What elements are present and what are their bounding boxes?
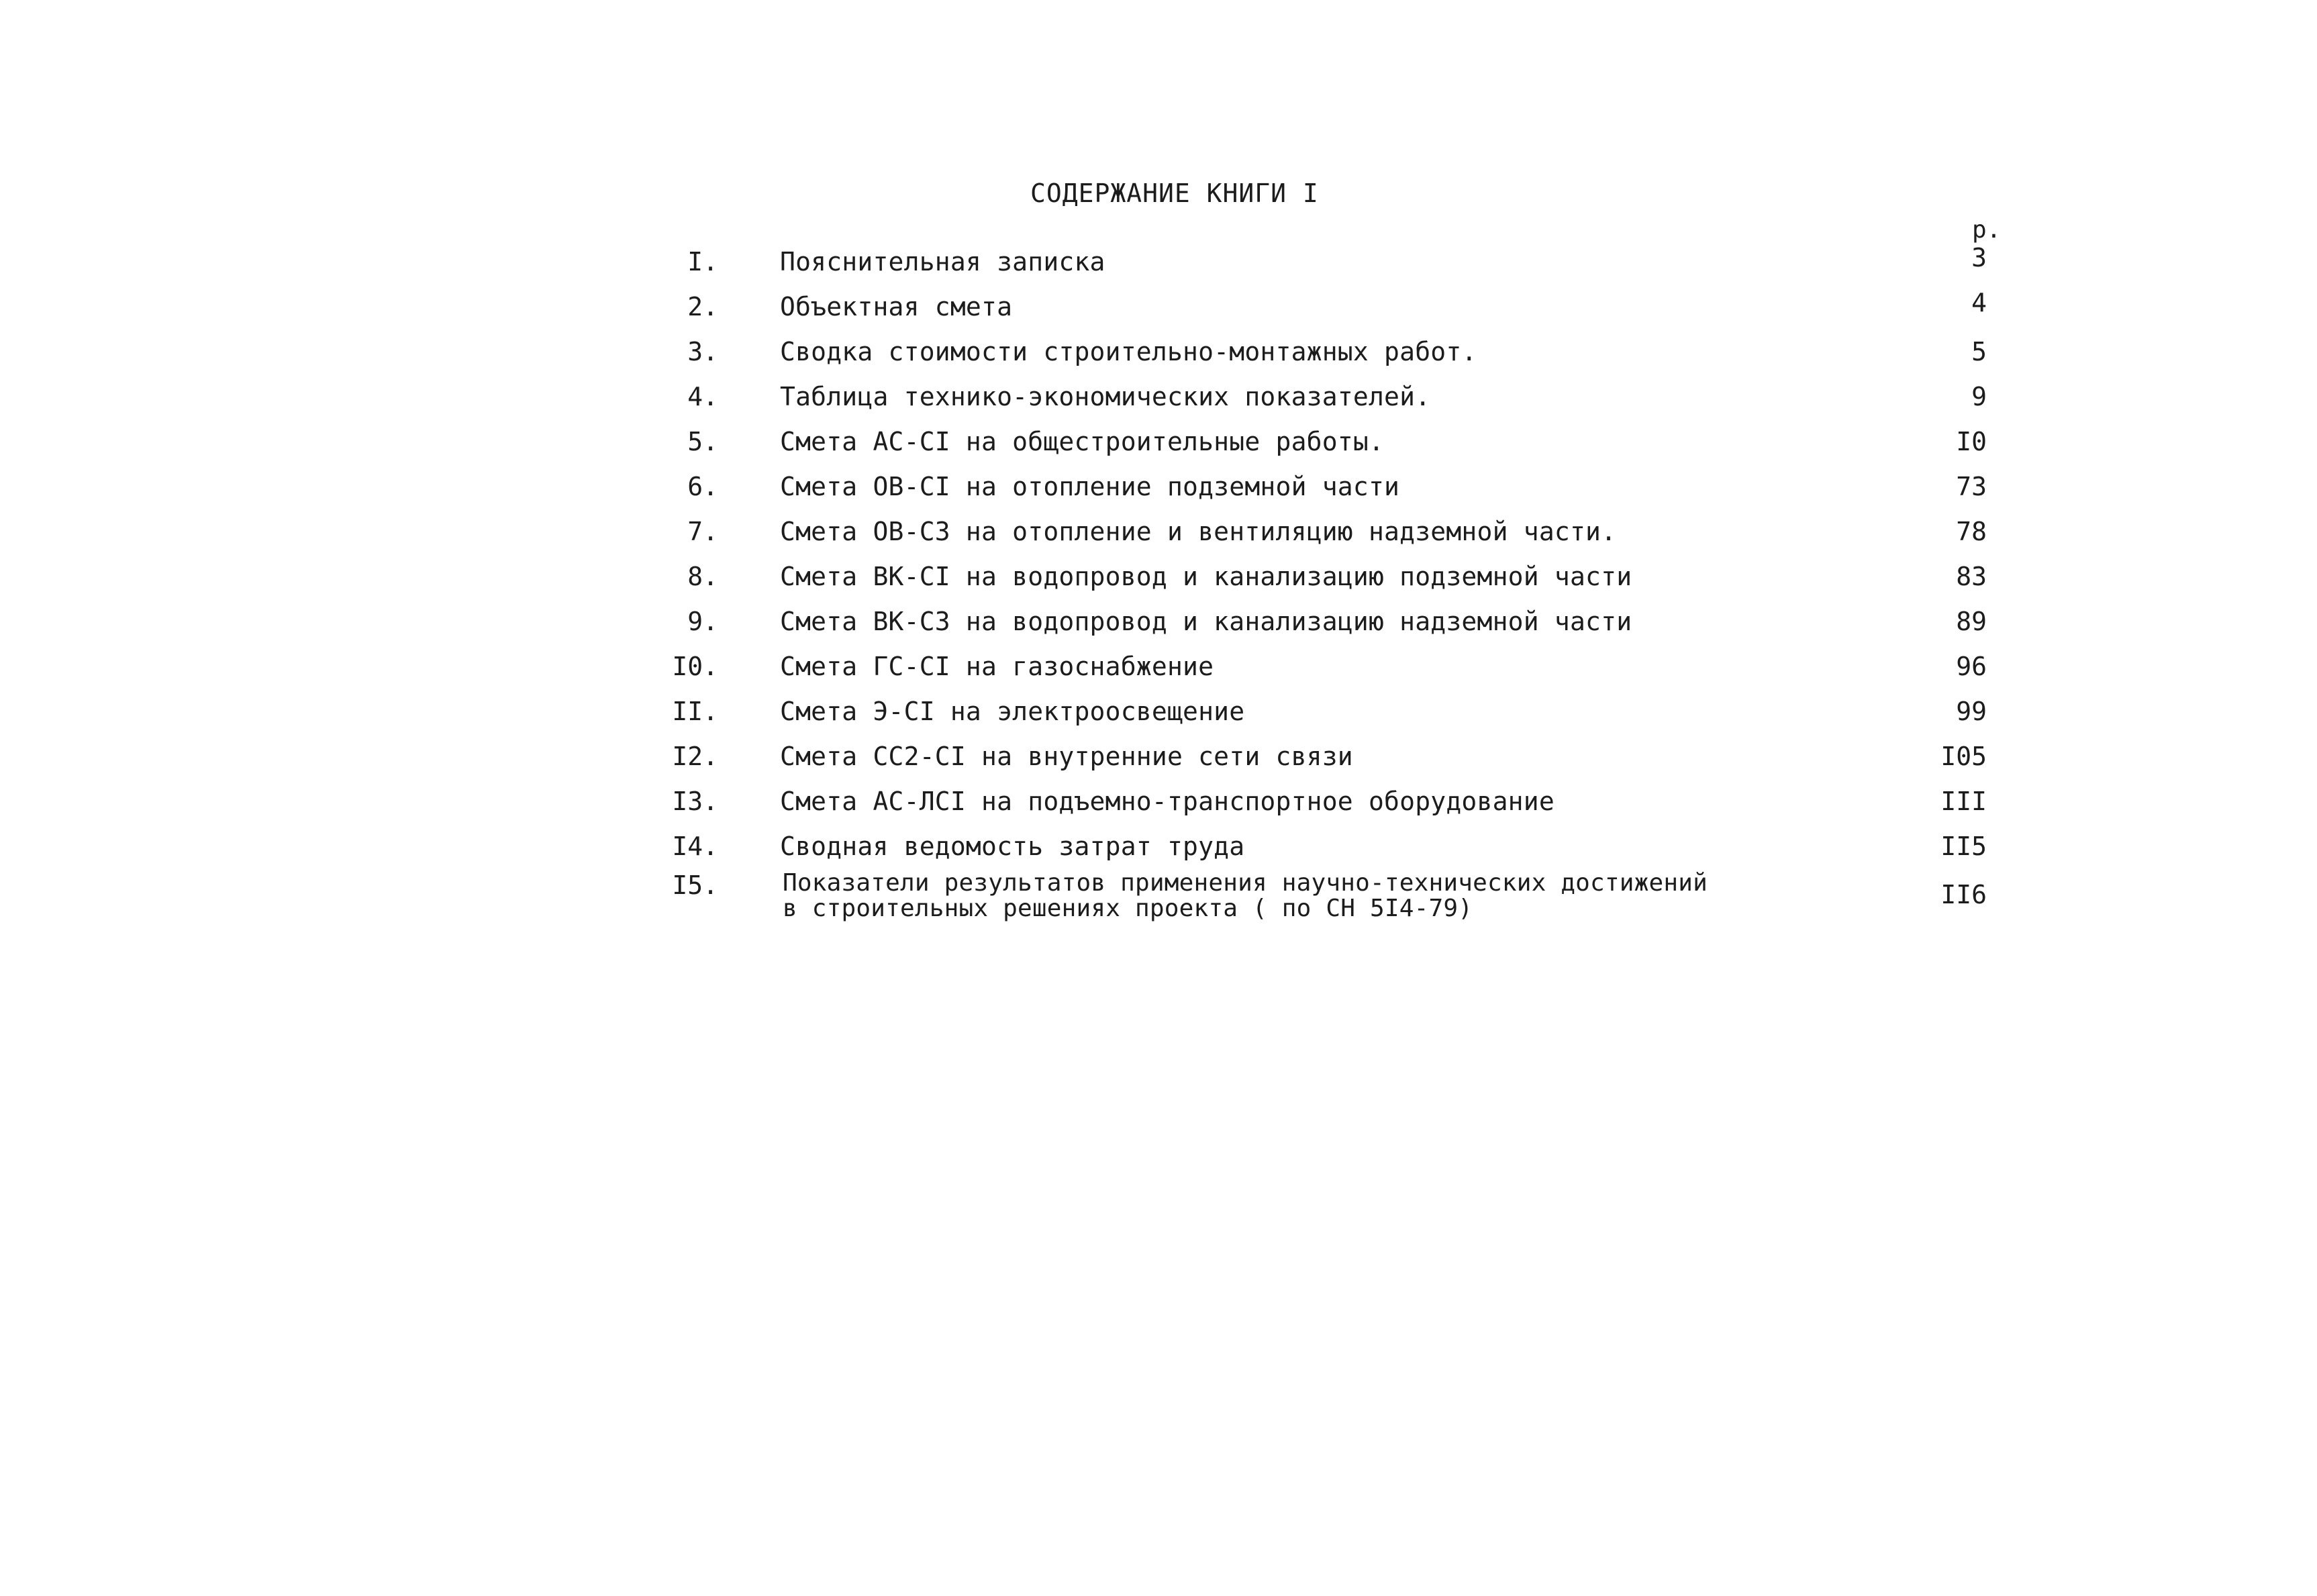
toc-row-13 [0, 787, 2317, 828]
toc-page: II5 [1940, 832, 1987, 861]
toc-row-8 [0, 562, 2317, 603]
toc-title: Таблица технико-экономических показателей. [780, 382, 1431, 411]
toc-number: 6. [687, 472, 718, 501]
toc-number: 4. [687, 382, 718, 411]
toc-page: 4 [1971, 288, 1987, 317]
toc-title: Смета ОВ-СЗ на отопление и вентиляцию надземной части. [780, 517, 1617, 546]
toc-title: Пояснительная записка [780, 247, 1105, 277]
toc-row-11 [0, 697, 2317, 738]
toc-number: I3. [672, 787, 718, 816]
toc-row-1 [0, 243, 2317, 289]
toc-page: 73 [1956, 472, 1987, 501]
toc-title-line-1: Показатели результатов применения научно-технических достижений [783, 869, 1708, 897]
toc-title-line-2: в строительных решениях проекта ( по СН 5I4-79) [783, 895, 1473, 922]
toc-title: Смета ОВ-CI на отопление подземной части [780, 472, 1400, 501]
toc-number: I5. [672, 870, 718, 900]
toc-title: Сводка стоимости строительно-монтажных работ. [780, 337, 1477, 366]
toc-row-14 [0, 832, 2317, 873]
toc-row-9 [0, 607, 2317, 648]
toc-number: 7. [687, 517, 718, 546]
toc-page: 5 [1971, 337, 1987, 366]
toc-row-4 [0, 382, 2317, 423]
toc-page: 9 [1971, 382, 1987, 411]
toc-number: I. [687, 247, 718, 277]
toc-title: Смета АС-ЛСI на подъемно-транспортное оборудование [780, 787, 1555, 816]
page-column-label: р. [1972, 216, 2002, 244]
toc-title: Объектная смета [780, 292, 1013, 321]
toc-title: Смета АС-CI на общестроительные работы. [780, 427, 1385, 456]
toc-row-3 [0, 337, 2317, 379]
toc-number: 3. [687, 337, 718, 366]
toc-page: 89 [1956, 607, 1987, 636]
toc-page: 83 [1956, 562, 1987, 591]
page-title: СОДЕРЖАНИЕ КНИГИ I [1030, 179, 1319, 208]
toc-row-5 [0, 427, 2317, 468]
toc-number: 2. [687, 292, 718, 321]
toc-number: 5. [687, 427, 718, 456]
toc-title: Сводная ведомость затрат труда [780, 832, 1245, 861]
toc-title: Смета ГС-CI на газоснабжение [780, 652, 1214, 681]
toc-title [783, 870, 1708, 921]
toc-page: III [1940, 787, 1987, 816]
toc-page: II6 [1940, 880, 1987, 909]
toc-number: I4. [672, 832, 718, 861]
toc-number: II. [672, 697, 718, 726]
toc-page: 96 [1956, 652, 1987, 681]
toc-number: 9. [687, 607, 718, 636]
toc-title: Смета Э-CI на электроосвещение [780, 697, 1245, 726]
toc-page: I0 [1956, 427, 1987, 456]
toc-row-15 [0, 870, 2317, 924]
toc-row-10 [0, 652, 2317, 693]
toc-row-12 [0, 742, 2317, 783]
toc-page: 78 [1956, 517, 1987, 546]
toc-title: Смета ВК-СЗ на водопровод и канализацию надземной части [780, 607, 1632, 636]
toc-page: 3 [1971, 243, 1987, 272]
toc-row-7 [0, 517, 2317, 558]
toc-number: 8. [687, 562, 718, 591]
toc-row-2 [0, 288, 2317, 334]
toc-title: Смета ВК-CI на водопровод и канализацию подземной части [780, 562, 1632, 591]
toc-number: I0. [672, 652, 718, 681]
toc-title: Смета СС2-CI на внутренние сети связи [780, 742, 1353, 771]
toc-page: 99 [1956, 697, 1987, 726]
toc-row-6 [0, 472, 2317, 513]
toc-page: I05 [1940, 742, 1987, 771]
toc-number: I2. [672, 742, 718, 771]
